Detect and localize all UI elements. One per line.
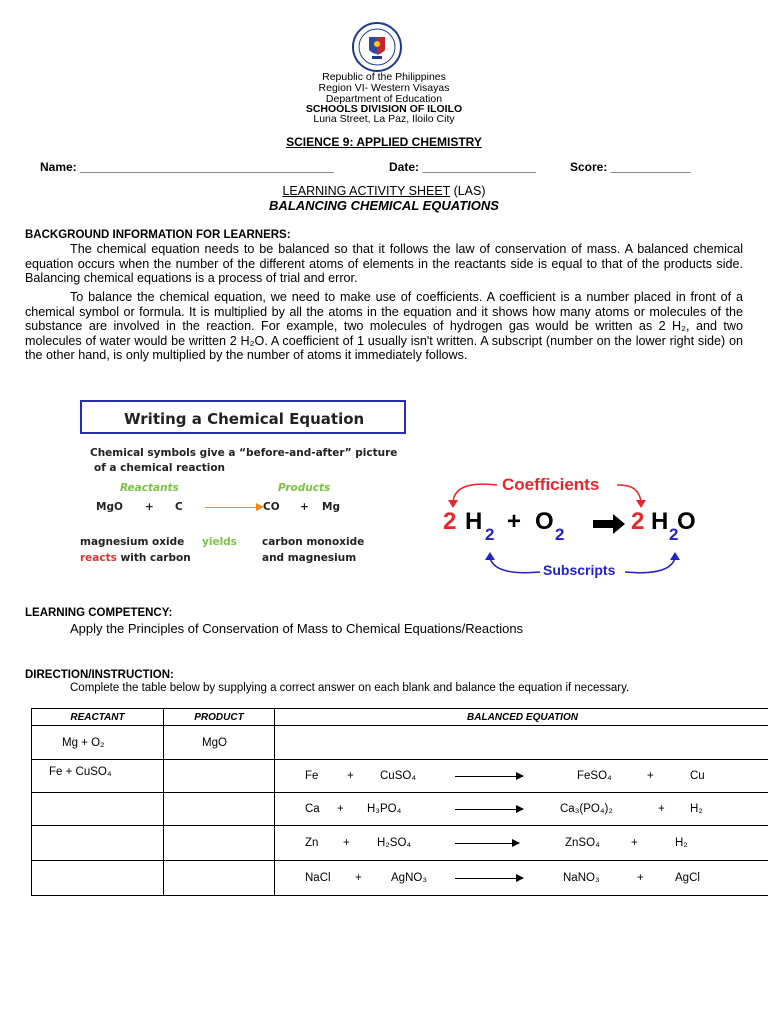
row2-eq-product-b: Cu bbox=[690, 770, 705, 782]
desc-with-carbon: with carbon bbox=[116, 552, 191, 564]
competency-text: Apply the Principles of Conservation of Mass to Chemical Equations/Reactions bbox=[70, 621, 524, 636]
desc-yields: yields bbox=[202, 536, 237, 548]
row5-product-blank[interactable] bbox=[164, 861, 275, 896]
row2-eq-product-a: FeSO₄ bbox=[577, 770, 612, 782]
table-row bbox=[32, 826, 768, 861]
header-republic: Republic of the Philippines bbox=[322, 71, 446, 83]
reactant-c: C bbox=[175, 501, 183, 513]
row3-eq-plus-a: + bbox=[337, 803, 344, 815]
direction-text: Complete the table below by supplying a correct answer on each blank and balance the equation if necessary. bbox=[70, 682, 630, 694]
direction-heading: DIRECTION/INSTRUCTION: bbox=[25, 669, 174, 681]
desc-and-magnesium: and magnesium bbox=[262, 552, 357, 564]
row3-equation[interactable] bbox=[275, 793, 768, 826]
row3-eq-reactant-a: Ca bbox=[305, 803, 320, 815]
background-paragraph-1: The chemical equation needs to be balanced so that it follows the law of conservation of mass. A balanced chemical equation occurs when the number of the different atoms of elements in the reactants side is equal to that of the products side. Balancing chemical equations is a process of trial and error. bbox=[25, 242, 743, 285]
infographic-intro-2: of a chemical reaction bbox=[94, 462, 226, 474]
coefficient-subscript-diagram bbox=[435, 470, 715, 585]
row1-reactant[interactable]: Mg + O₂ bbox=[32, 726, 164, 760]
row3-reactant-blank[interactable] bbox=[32, 793, 164, 826]
header-product: PRODUCT bbox=[164, 709, 275, 726]
row4-eq-reactant-b: H₂SO₄ bbox=[377, 837, 412, 849]
row3-eq-product-a: Ca₃(PO₄)₂ bbox=[560, 803, 613, 815]
score-field[interactable]: Score: ____________ bbox=[570, 160, 691, 174]
row3-eq-reactant-b: H₃PO₄ bbox=[367, 803, 402, 815]
table-row bbox=[32, 726, 768, 760]
row4-product-blank[interactable] bbox=[164, 826, 275, 861]
header-balanced-equation: BALANCED EQUATION bbox=[275, 709, 768, 726]
las-suffix: (LAS) bbox=[450, 184, 486, 198]
writing-equation-infographic bbox=[80, 395, 420, 585]
activity-table bbox=[31, 708, 768, 896]
row5-eq-product-b: AgCl bbox=[675, 872, 700, 884]
subscripts-label: Subscripts bbox=[543, 562, 616, 578]
desc-magnesium-oxide: magnesium oxide bbox=[80, 536, 185, 548]
row5-arrow-icon bbox=[455, 878, 523, 879]
subscript-1: 2 bbox=[485, 525, 495, 544]
table-header-row bbox=[32, 709, 768, 726]
row4-reactant-blank[interactable] bbox=[32, 826, 164, 861]
name-field[interactable]: Name: ______________________________________ bbox=[40, 160, 334, 174]
products-label: Products bbox=[278, 482, 331, 494]
o2-symbol: O bbox=[677, 508, 696, 535]
row5-equation[interactable] bbox=[275, 861, 768, 896]
competency-heading: LEARNING COMPETENCY: bbox=[25, 607, 173, 619]
reactants-label: Reactants bbox=[120, 482, 179, 494]
row5-eq-reactant-b: AgNO₃ bbox=[391, 872, 427, 884]
h2-symbol: H bbox=[651, 508, 669, 535]
product-co: CO bbox=[263, 501, 280, 513]
subscript-3: 2 bbox=[669, 525, 679, 544]
row5-eq-product-a: NaNO₃ bbox=[563, 872, 600, 884]
row5-reactant-blank[interactable] bbox=[32, 861, 164, 896]
row2-equation[interactable] bbox=[275, 760, 768, 793]
row4-eq-reactant-a: Zn bbox=[305, 837, 319, 849]
table-row bbox=[32, 760, 768, 793]
header-department: Department of Education bbox=[325, 93, 443, 105]
subject-title: SCIENCE 9: APPLIED CHEMISTRY bbox=[286, 135, 482, 149]
row2-product-blank[interactable] bbox=[164, 760, 275, 793]
yield-arrow bbox=[205, 507, 259, 508]
row1-product[interactable]: MgO bbox=[164, 726, 275, 760]
infographic-intro-1: Chemical symbols give a “before-and-after” picture bbox=[90, 447, 398, 459]
table-row bbox=[32, 793, 768, 826]
header-address: Luna Street, La Paz, Iloilo City bbox=[313, 113, 455, 125]
background-heading: BACKGROUND INFORMATION FOR LEARNERS: bbox=[25, 229, 291, 241]
row2-eq-reactant-b: CuSO₄ bbox=[380, 770, 417, 782]
coefficient-2: 2 bbox=[631, 508, 645, 535]
row4-eq-plus-b: + bbox=[631, 837, 638, 849]
header-region: Region VI- Western Visayas bbox=[318, 82, 450, 94]
o-symbol: O bbox=[535, 508, 554, 535]
row3-arrow-icon bbox=[455, 809, 523, 810]
row5-eq-plus-a: + bbox=[355, 872, 362, 884]
row4-eq-plus-a: + bbox=[343, 837, 350, 849]
desc-carbon-monoxide: carbon monoxide bbox=[262, 536, 365, 548]
deped-seal-icon bbox=[352, 22, 402, 72]
row4-equation[interactable] bbox=[275, 826, 768, 861]
row3-product-blank[interactable] bbox=[164, 793, 275, 826]
row5-eq-plus-b: + bbox=[637, 872, 644, 884]
subscript-2: 2 bbox=[555, 525, 565, 544]
desc-reacts: reacts bbox=[80, 552, 117, 564]
row1-equation-blank[interactable] bbox=[275, 726, 768, 760]
desc-reacts-line bbox=[80, 552, 191, 564]
coefficient-1: 2 bbox=[443, 508, 457, 535]
las-title: BALANCING CHEMICAL EQUATIONS bbox=[269, 198, 499, 213]
reactant-plus: + bbox=[145, 501, 154, 513]
row2-arrow-icon bbox=[455, 776, 523, 777]
row4-eq-product-a: ZnSO₄ bbox=[565, 837, 600, 849]
infographic-title: Writing a Chemical Equation bbox=[80, 400, 406, 434]
reactant-mgo: MgO bbox=[96, 501, 123, 513]
row4-eq-product-b: H₂ bbox=[675, 837, 688, 849]
row3-eq-product-b: H₂ bbox=[690, 803, 703, 815]
header-reactant: REACTANT bbox=[32, 709, 164, 726]
row2-eq-plus-a: + bbox=[347, 770, 354, 782]
plus-sign: + bbox=[507, 508, 522, 535]
header-division: SCHOOLS DIVISION OF ILOILO bbox=[305, 103, 463, 115]
row4-arrow-icon bbox=[455, 843, 519, 844]
row5-eq-reactant-a: NaCl bbox=[305, 872, 331, 884]
row2-eq-reactant-a: Fe bbox=[305, 770, 319, 782]
row3-eq-plus-b: + bbox=[658, 803, 665, 815]
las-label: LEARNING ACTIVITY SHEET bbox=[282, 184, 451, 198]
row2-reactant[interactable]: Fe + CuSO₄ bbox=[32, 760, 164, 793]
row2-eq-plus-b: + bbox=[647, 770, 654, 782]
product-mg: Mg bbox=[322, 501, 340, 513]
date-field[interactable]: Date: _________________ bbox=[389, 160, 536, 174]
coefficients-label: Coefficients bbox=[502, 475, 600, 494]
background-paragraph-2: To balance the chemical equation, we need to make use of coefficients. A coefficient is a number placed in front of a chemical symbol or formula. It is multiplied by all the atoms in the equation and it shows how many atoms or molecules of the substance are involved in the reaction. For example, two molecules of hydrogen gas would be written as 2 H₂, and two molecules of water would be written 2 H₂O. A coefficient of 1 usually isn't written. A subscript (number on the lower right side) on the other hand, is only multiplied by the number of atoms it immediately follows. bbox=[25, 290, 743, 362]
product-plus: + bbox=[300, 501, 309, 513]
table-row bbox=[32, 861, 768, 896]
las-label-line bbox=[0, 184, 768, 198]
h-symbol: H bbox=[465, 508, 483, 535]
